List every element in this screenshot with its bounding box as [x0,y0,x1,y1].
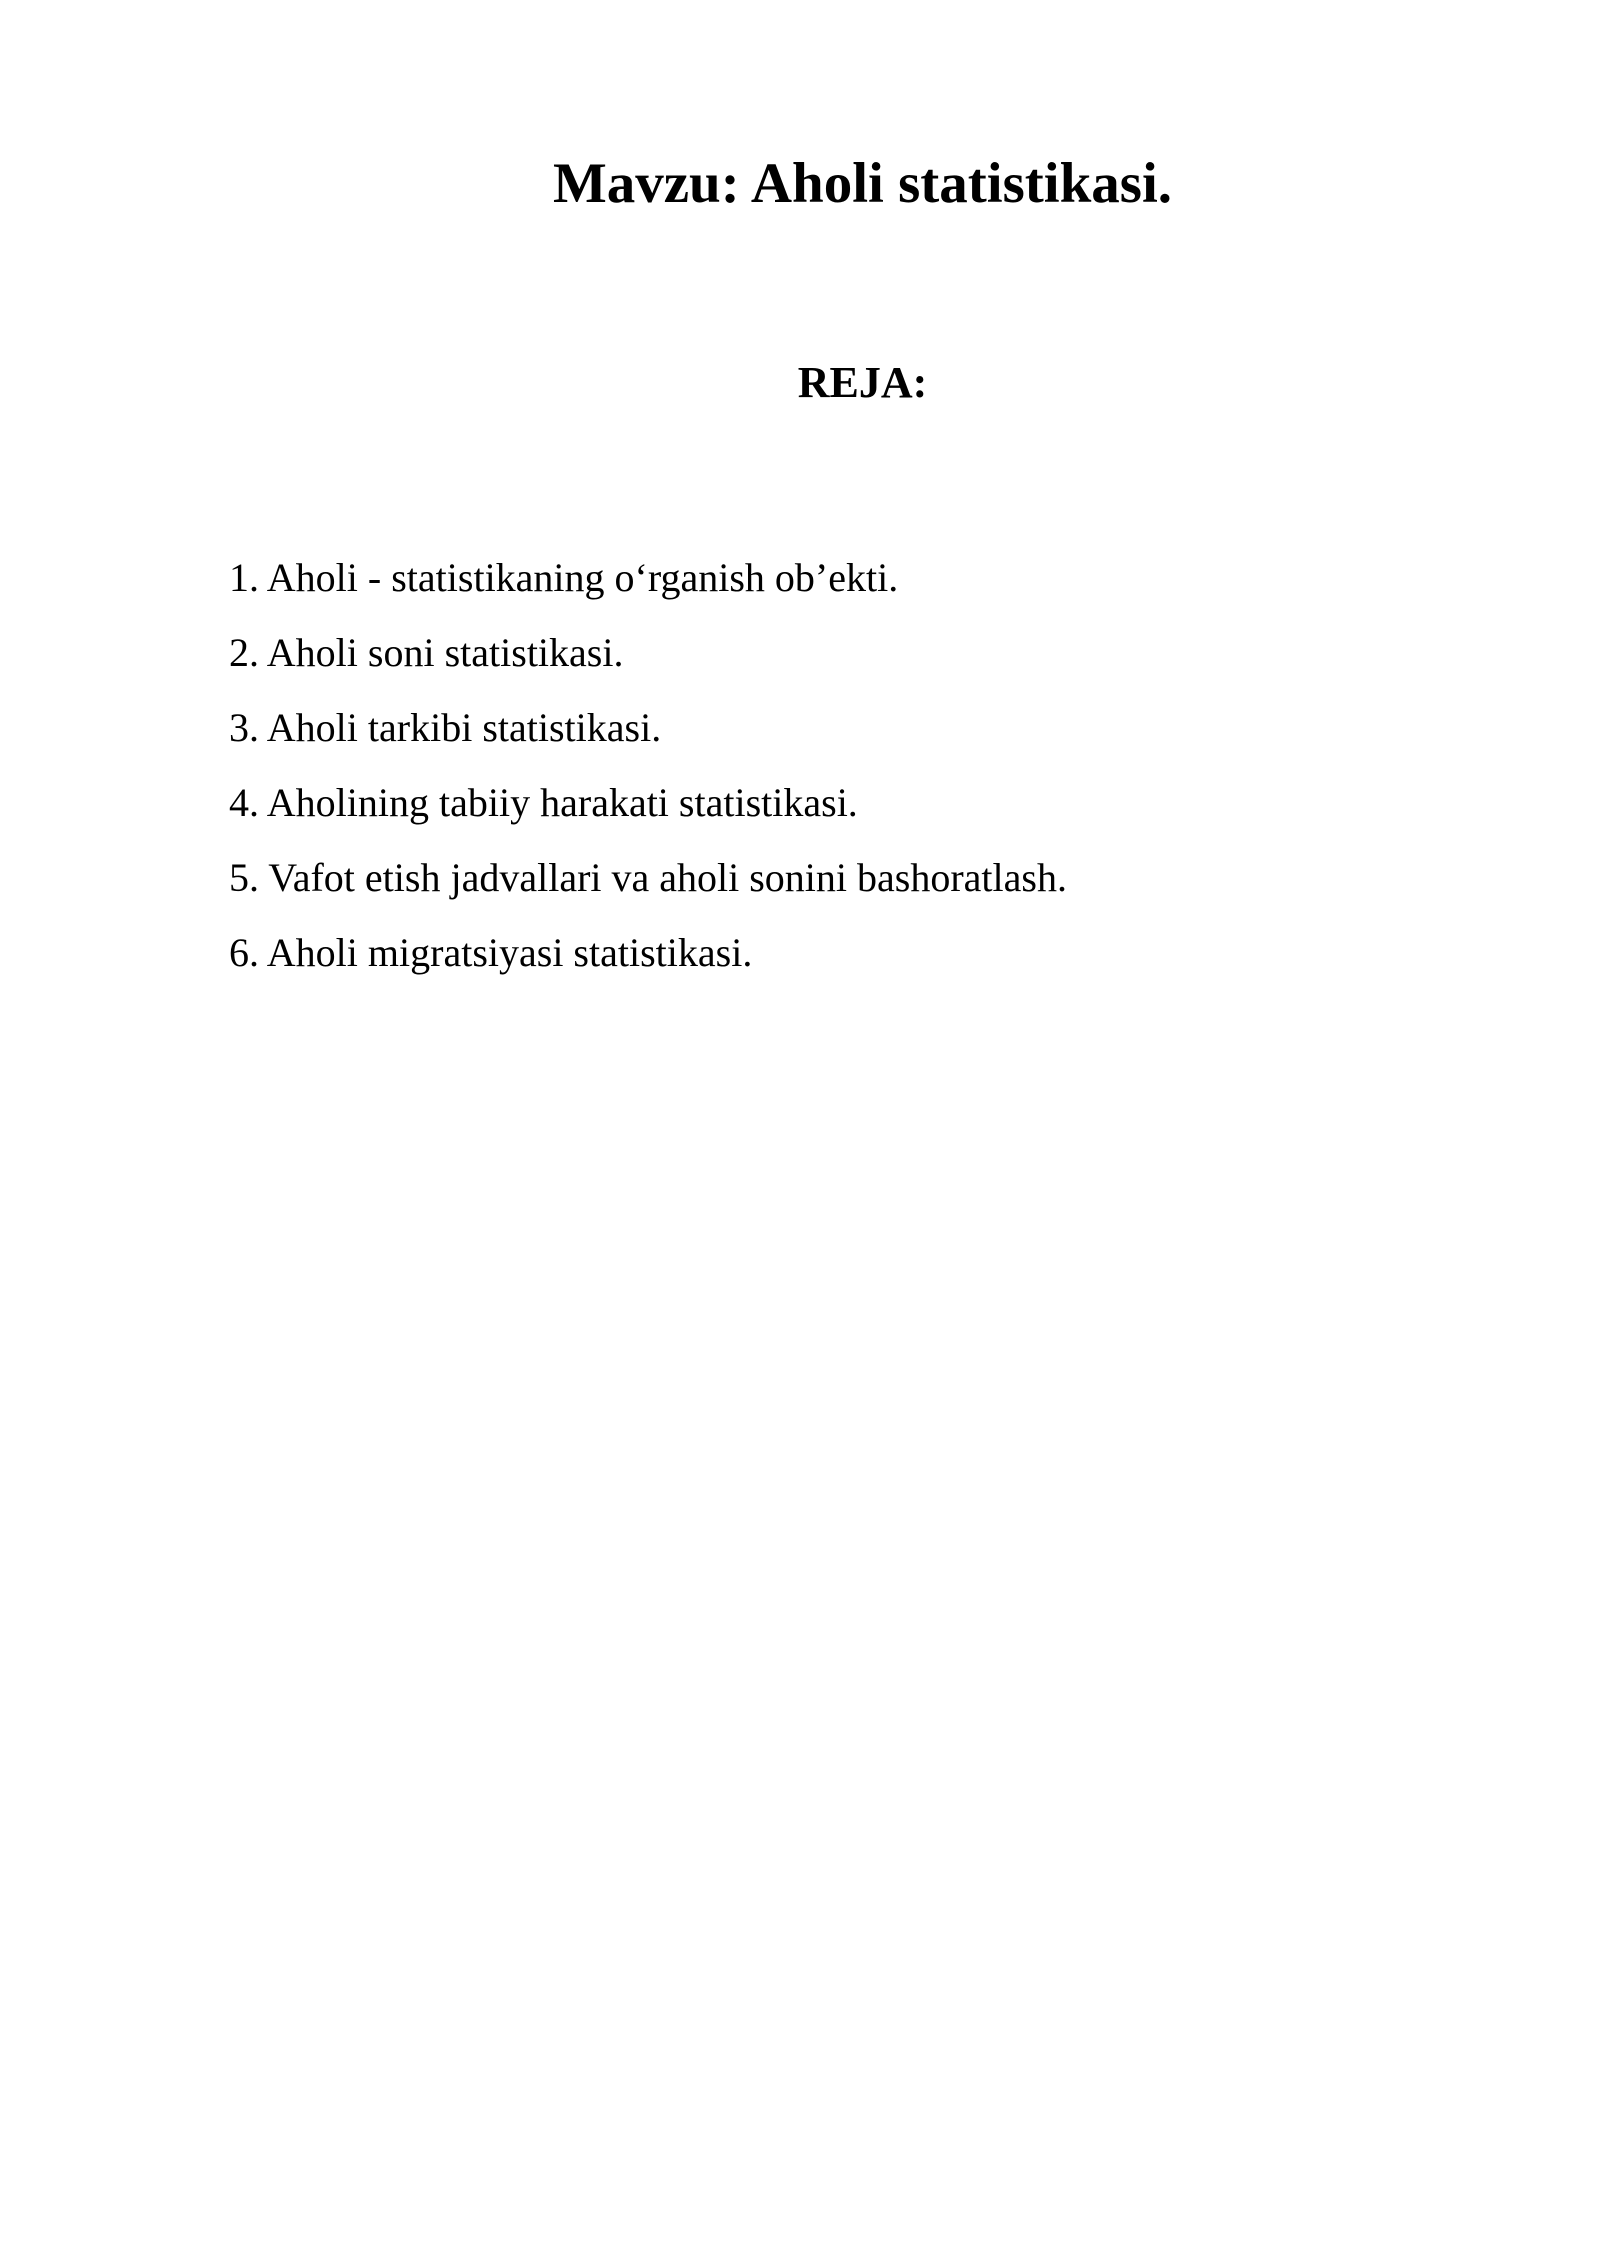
plan-item: 4. Aholining tabiiy harakati statistikasi. [229,780,858,825]
plan-item: 2. Aholi soni statistikasi. [229,630,624,675]
plan-list [229,540,1067,990]
document-title: Mavzu: Aholi statistikasi. [552,152,1173,215]
plan-item: 5. Vafot etish jadvallari va aholi sonini bashoratlash. [229,855,1067,900]
plan-heading: REJA: [797,358,928,407]
plan-item: 6. Aholi migratsiyasi statistikasi. [229,930,753,975]
plan-item: 1. Aholi - statistikaning o‘rganish ob’ekti. [229,555,899,600]
plan-item: 3. Aholi tarkibi statistikasi. [229,705,662,750]
